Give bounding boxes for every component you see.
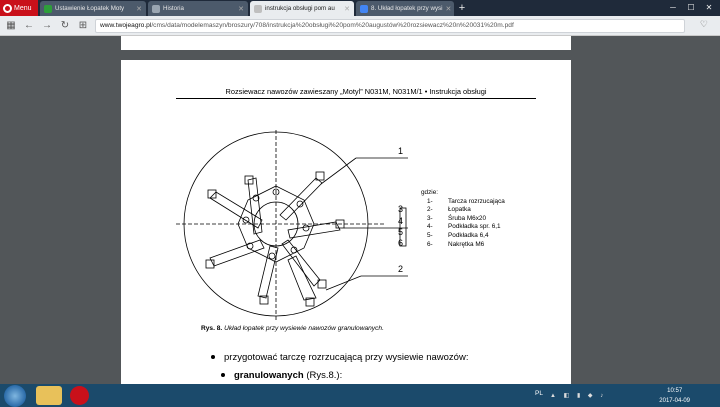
- tab-uklad-lopatek[interactable]: [356, 1, 454, 16]
- close-window-icon[interactable]: ✕: [705, 3, 713, 12]
- tab-label: Ustawienie Łopatek Moty: [55, 5, 125, 12]
- legend-row: 3- Śruba M6x20: [427, 214, 487, 222]
- new-tab-button[interactable]: +: [458, 2, 466, 14]
- google-icon: [360, 5, 368, 13]
- reload-icon[interactable]: ↻: [60, 20, 70, 31]
- legend-row: 1- Tarcza rozrzucająca: [427, 197, 505, 205]
- tabs-grid-icon[interactable]: ▦: [6, 20, 16, 31]
- tab-ustawienie[interactable]: [40, 1, 146, 16]
- bookmark-heart-icon[interactable]: ♡: [699, 19, 708, 29]
- callout-6: 6: [398, 238, 404, 248]
- url-path: /cms/data/modelemaszyn/broszury/708/instrukcja%20obsługi%20pom%20augustów%20rozsiewacz%20n%20031%20m.pdf: [151, 22, 514, 29]
- close-icon[interactable]: ✕: [238, 5, 244, 13]
- legend-row: 2- Łopatka: [427, 206, 471, 214]
- bullet-dot: [221, 373, 225, 377]
- spreader-disc-figure: [176, 120, 426, 325]
- clock-time: 10:57: [667, 388, 683, 394]
- callout-5: 5: [398, 227, 404, 237]
- previous-page: [121, 36, 571, 50]
- callout-3: 3: [398, 204, 404, 214]
- legend-row: 5- Podkładka 6,4: [427, 231, 489, 239]
- tab-label: 8. Układ łopatek przy wysi: [371, 5, 443, 12]
- document-icon: [254, 5, 262, 13]
- opera-logo-icon: [3, 4, 12, 13]
- url-domain: www.twojeagro.pl: [100, 22, 152, 29]
- legend-row: 6- Nakrętka M6: [427, 240, 485, 248]
- bullet-item: przygotować tarczę rozrzucającą przy wysiewie nawozów:: [211, 352, 468, 363]
- url-field[interactable]: [95, 19, 685, 33]
- clock-date: 2017-04-09: [659, 398, 690, 404]
- leader-2: [326, 276, 361, 290]
- back-arrow-icon[interactable]: ←: [24, 20, 34, 31]
- callout-1: 1: [398, 146, 404, 156]
- history-icon: [152, 5, 160, 13]
- maximize-icon[interactable]: ☐: [687, 3, 695, 12]
- blade-fasteners: [206, 172, 344, 306]
- header-rule: [176, 98, 536, 99]
- figure-legend: [421, 189, 505, 249]
- clock[interactable]: [659, 384, 690, 407]
- tab-label: Historia: [163, 5, 184, 12]
- close-icon[interactable]: ✕: [344, 5, 350, 13]
- pdf-viewer[interactable]: [0, 36, 720, 384]
- menu-label: Menu: [14, 4, 32, 12]
- pdf-page: [121, 60, 571, 390]
- close-icon[interactable]: ✕: [136, 5, 142, 13]
- start-button-icon[interactable]: [4, 385, 26, 407]
- opera-menu-button[interactable]: [0, 0, 38, 16]
- tab-historia[interactable]: [148, 1, 248, 16]
- opera-taskbar-icon[interactable]: [70, 386, 89, 405]
- forward-arrow-icon[interactable]: →: [42, 20, 52, 31]
- tab-bar: [0, 0, 720, 16]
- language-indicator[interactable]: PL: [535, 390, 543, 397]
- document-header: Rozsiewacz nawozów zawieszany „Motyl” N031M, N031M/1 • Instrukcja obsługi: [225, 87, 487, 96]
- speed-dial-icon[interactable]: ⊞: [78, 20, 88, 31]
- tab-favicon-icon: [44, 5, 52, 13]
- legend-title: gdzie:: [421, 189, 439, 196]
- file-explorer-icon[interactable]: [36, 386, 62, 405]
- legend-row: 4- Podkładka spr. 6,1: [427, 223, 501, 231]
- minimize-icon[interactable]: ─: [670, 3, 676, 12]
- bullet-dot: [211, 355, 215, 359]
- windows-taskbar: [0, 384, 720, 407]
- tab-instrukcja[interactable]: [250, 1, 354, 16]
- close-icon[interactable]: ✕: [445, 5, 452, 13]
- callout-4: 4: [398, 216, 404, 226]
- bullet-item: granulowanych (Rys.8.):: [221, 370, 342, 381]
- tray-icons[interactable]: ▲ ◧ ▮ ◆ ♪: [550, 393, 607, 399]
- tab-label: instrukcja obsługi pom au: [265, 5, 335, 12]
- figure-caption: Rys. 8. Układ łopatek przy wysiewie nawozów granulowanych.: [201, 325, 384, 332]
- address-bar: [0, 16, 720, 36]
- blades: [210, 178, 340, 300]
- callout-2: 2: [398, 264, 404, 274]
